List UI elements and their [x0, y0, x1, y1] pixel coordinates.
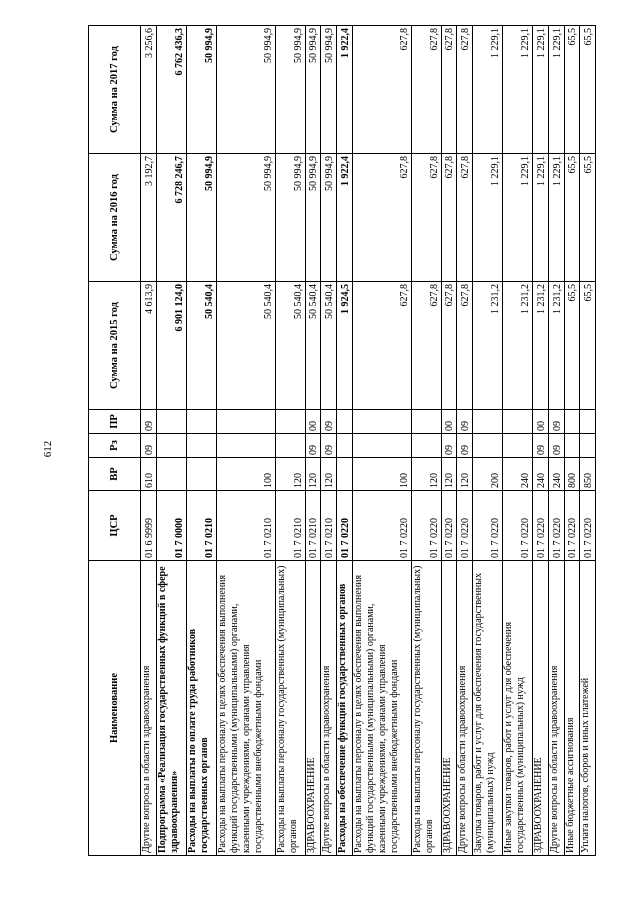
cell-pr	[275, 410, 305, 434]
cell-vr	[337, 458, 353, 491]
cell-vr: 120	[411, 458, 441, 491]
cell-2017: 627,8	[411, 26, 441, 154]
cell-2015: 50 540,4	[186, 282, 216, 410]
cell-2016: 50 994,9	[216, 154, 275, 282]
cell-2017: 1 229,1	[533, 26, 549, 154]
cell-2015: 50 540,4	[216, 282, 275, 410]
cell-name: ЗДРАВООХРАНЕНИЕ	[441, 561, 457, 856]
header-2017: Сумма на 2017 год	[89, 26, 141, 154]
table-row	[321, 26, 337, 856]
cell-vr: 120	[457, 458, 473, 491]
cell-rz	[564, 434, 580, 458]
cell-2015: 1 231,2	[503, 282, 533, 410]
table-row	[337, 26, 353, 856]
cell-rz	[156, 434, 186, 458]
cell-pr	[503, 410, 533, 434]
table-row	[352, 26, 411, 856]
cell-2017: 50 994,9	[186, 26, 216, 154]
cell-2017: 1 229,1	[548, 26, 564, 154]
cell-vr: 850	[580, 458, 596, 491]
cell-rz: 09	[441, 434, 457, 458]
cell-name: Расходы на выплаты персоналу в целях обеспечения выполнения функций государственными (муниципальными) органами, казенными учреждениями, органами управления государственными внебюджетными фондами	[216, 561, 275, 856]
cell-2017: 50 994,9	[305, 26, 321, 154]
table-header-row	[89, 26, 141, 856]
cell-2016: 1 229,1	[503, 154, 533, 282]
cell-2016: 6 728 246,7	[156, 154, 186, 282]
cell-name: Уплата налогов, сборов и иных платежей	[580, 561, 596, 856]
cell-vr: 610	[141, 458, 157, 491]
cell-pr: 00	[441, 410, 457, 434]
cell-rz	[580, 434, 596, 458]
cell-2017: 65,5	[580, 26, 596, 154]
cell-pr	[337, 410, 353, 434]
cell-2015: 50 540,4	[321, 282, 337, 410]
cell-name: Другие вопросы в области здравоохранения	[141, 561, 157, 856]
cell-2016: 1 922,4	[337, 154, 353, 282]
cell-rz	[503, 434, 533, 458]
cell-2017: 50 994,9	[216, 26, 275, 154]
cell-pr	[411, 410, 441, 434]
table-row	[186, 26, 216, 856]
cell-vr: 240	[503, 458, 533, 491]
cell-csr: 01 7 0210	[186, 491, 216, 561]
cell-name: ЗДРАВООХРАНЕНИЕ	[305, 561, 321, 856]
cell-csr: 01 7 0210	[305, 491, 321, 561]
table-row	[580, 26, 596, 856]
cell-rz	[352, 434, 411, 458]
cell-csr: 01 7 0220	[580, 491, 596, 561]
table-row	[457, 26, 473, 856]
cell-vr: 240	[548, 458, 564, 491]
cell-vr: 120	[321, 458, 337, 491]
cell-rz: 09	[305, 434, 321, 458]
cell-vr	[186, 458, 216, 491]
rotated-table-container	[88, 26, 596, 856]
table-row	[533, 26, 549, 856]
cell-rz: 09	[141, 434, 157, 458]
table-row	[216, 26, 275, 856]
cell-csr: 01 7 0210	[216, 491, 275, 561]
cell-2017: 627,8	[441, 26, 457, 154]
cell-pr	[156, 410, 186, 434]
cell-2017: 50 994,9	[321, 26, 337, 154]
cell-2016: 50 994,9	[275, 154, 305, 282]
cell-csr: 01 7 0220	[411, 491, 441, 561]
cell-rz: 09	[321, 434, 337, 458]
cell-name: Другие вопросы в области здравоохранения	[321, 561, 337, 856]
cell-csr: 01 7 0220	[564, 491, 580, 561]
cell-name: Иные бюджетные ассигнования	[564, 561, 580, 856]
cell-rz	[275, 434, 305, 458]
cell-csr: 01 7 0220	[337, 491, 353, 561]
cell-2017: 627,8	[457, 26, 473, 154]
cell-csr: 01 7 0220	[352, 491, 411, 561]
cell-name: Расходы на выплаты персоналу государственных (муниципальных) органов	[411, 561, 441, 856]
header-2016: Сумма на 2016 год	[89, 154, 141, 282]
cell-vr: 100	[352, 458, 411, 491]
cell-pr	[580, 410, 596, 434]
cell-2017: 1 229,1	[473, 26, 503, 154]
cell-2015: 627,8	[352, 282, 411, 410]
cell-2015: 50 540,4	[305, 282, 321, 410]
cell-2015: 65,5	[564, 282, 580, 410]
cell-2015: 627,8	[457, 282, 473, 410]
cell-pr	[473, 410, 503, 434]
cell-csr: 01 7 0000	[156, 491, 186, 561]
cell-csr: 01 7 0220	[457, 491, 473, 561]
cell-2015: 1 231,2	[548, 282, 564, 410]
cell-vr: 800	[564, 458, 580, 491]
header-vr: ВР	[89, 458, 141, 491]
cell-name: ЗДРАВООХРАНЕНИЕ	[533, 561, 549, 856]
cell-rz: 09	[548, 434, 564, 458]
cell-2016: 627,8	[441, 154, 457, 282]
table-body	[141, 26, 596, 856]
cell-vr: 240	[533, 458, 549, 491]
table-row	[275, 26, 305, 856]
cell-name: Расходы на выплаты персоналу государственных (муниципальных) органов	[275, 561, 305, 856]
cell-csr: 01 7 0220	[503, 491, 533, 561]
cell-vr: 120	[441, 458, 457, 491]
table-row	[473, 26, 503, 856]
cell-2016: 50 994,9	[186, 154, 216, 282]
table-row	[156, 26, 186, 856]
cell-rz: 09	[533, 434, 549, 458]
cell-2015: 627,8	[411, 282, 441, 410]
cell-name: Иные закупки товаров, работ и услуг для обеспечения государственных (муниципальных) нужд	[503, 561, 533, 856]
cell-csr: 01 6 9999	[141, 491, 157, 561]
cell-name: Закупка товаров, работ и услуг для обеспечения государственных (муниципальных) нужд	[473, 561, 503, 856]
cell-vr: 120	[305, 458, 321, 491]
cell-2017: 6 762 436,3	[156, 26, 186, 154]
cell-csr: 01 7 0210	[321, 491, 337, 561]
cell-2016: 627,8	[411, 154, 441, 282]
cell-rz	[216, 434, 275, 458]
cell-2016: 65,5	[564, 154, 580, 282]
cell-pr	[216, 410, 275, 434]
cell-2016: 627,8	[457, 154, 473, 282]
cell-2015: 4 613,9	[141, 282, 157, 410]
cell-pr: 00	[305, 410, 321, 434]
cell-name: Другие вопросы в области здравоохранения	[548, 561, 564, 856]
budget-table	[88, 25, 596, 856]
cell-2017: 1 922,4	[337, 26, 353, 154]
cell-name: Расходы на выплаты персоналу в целях обеспечения выполнения функций государственными (муниципальными) органами, казенными учреждениями, органами управления государственными внебюджетными фондами	[352, 561, 411, 856]
cell-name: Подпрограмма «Реализация государственных функций в сфере здравоохранения»	[156, 561, 186, 856]
cell-pr: 09	[141, 410, 157, 434]
cell-2017: 1 229,1	[503, 26, 533, 154]
cell-rz	[186, 434, 216, 458]
cell-name: Другие вопросы в области здравоохранения	[457, 561, 473, 856]
cell-2016: 627,8	[352, 154, 411, 282]
cell-2015: 627,8	[441, 282, 457, 410]
table-row	[141, 26, 157, 856]
cell-pr: 09	[457, 410, 473, 434]
header-name: Наименование	[89, 561, 141, 856]
cell-2016: 1 229,1	[548, 154, 564, 282]
cell-2016: 3 192,7	[141, 154, 157, 282]
header-csr: ЦСР	[89, 491, 141, 561]
cell-vr: 200	[473, 458, 503, 491]
cell-2016: 50 994,9	[321, 154, 337, 282]
cell-2015: 65,5	[580, 282, 596, 410]
cell-csr: 01 7 0220	[441, 491, 457, 561]
cell-2017: 3 256,6	[141, 26, 157, 154]
cell-csr: 01 7 0210	[275, 491, 305, 561]
cell-2017: 65,5	[564, 26, 580, 154]
cell-vr: 100	[216, 458, 275, 491]
cell-vr: 120	[275, 458, 305, 491]
cell-2015: 1 924,5	[337, 282, 353, 410]
cell-rz: 09	[457, 434, 473, 458]
cell-csr: 01 7 0220	[533, 491, 549, 561]
cell-pr	[352, 410, 411, 434]
table-row	[411, 26, 441, 856]
cell-2015: 6 901 124,0	[156, 282, 186, 410]
table-row	[564, 26, 580, 856]
cell-2015: 1 231,2	[533, 282, 549, 410]
cell-2017: 627,8	[352, 26, 411, 154]
table-row	[305, 26, 321, 856]
header-2015: Сумма на 2015 год	[89, 282, 141, 410]
table-row	[548, 26, 564, 856]
cell-pr	[564, 410, 580, 434]
cell-rz	[473, 434, 503, 458]
table-row	[441, 26, 457, 856]
cell-pr: 09	[548, 410, 564, 434]
cell-rz	[411, 434, 441, 458]
cell-2015: 50 540,4	[275, 282, 305, 410]
cell-2017: 50 994,9	[275, 26, 305, 154]
cell-rz	[337, 434, 353, 458]
header-rz: Рз	[89, 434, 141, 458]
cell-csr: 01 7 0220	[548, 491, 564, 561]
cell-csr: 01 7 0220	[473, 491, 503, 561]
cell-pr: 00	[533, 410, 549, 434]
cell-pr	[186, 410, 216, 434]
cell-name: Расходы на выплаты по оплате труда работников государственных органов	[186, 561, 216, 856]
cell-2016: 1 229,1	[473, 154, 503, 282]
cell-2016: 50 994,9	[305, 154, 321, 282]
cell-2015: 1 231,2	[473, 282, 503, 410]
cell-2016: 1 229,1	[533, 154, 549, 282]
cell-pr: 09	[321, 410, 337, 434]
cell-2016: 65,5	[580, 154, 596, 282]
page-number: 612	[42, 440, 54, 458]
cell-name: Расходы на обеспечение функций государственных органов	[337, 561, 353, 856]
cell-vr	[156, 458, 186, 491]
header-pr: ПР	[89, 410, 141, 434]
table-row	[503, 26, 533, 856]
